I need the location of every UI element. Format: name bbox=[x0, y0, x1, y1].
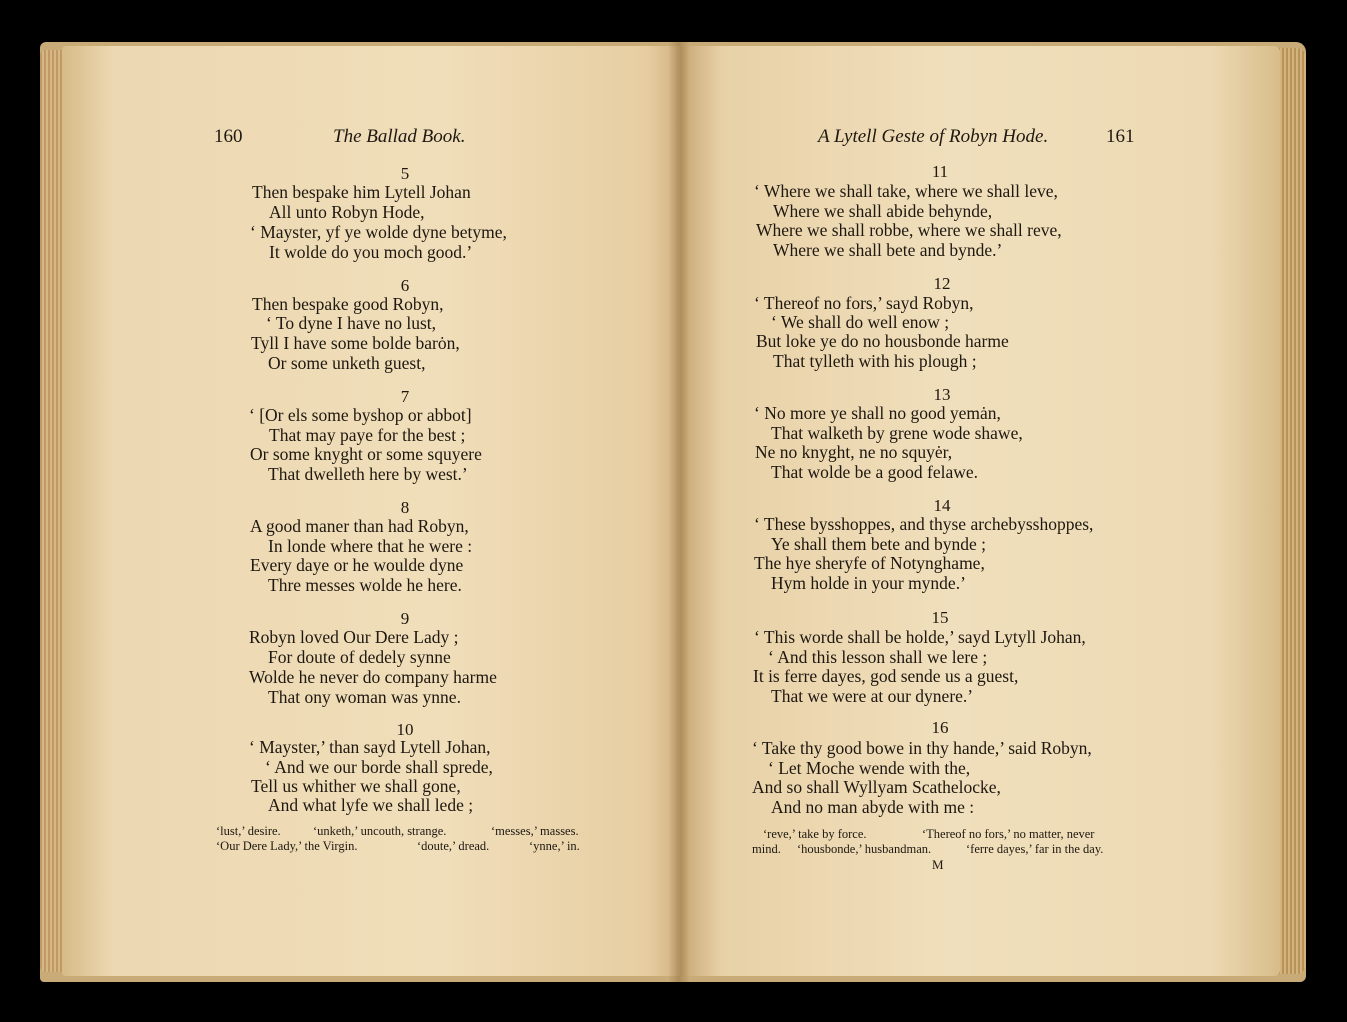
verse-line: That ony woman was ynne. bbox=[268, 687, 461, 707]
verse-line: Where we shall abide behynde, bbox=[773, 201, 993, 221]
footnote: ‘doute,’ dread. bbox=[417, 839, 490, 853]
stanza-number: 13 bbox=[933, 385, 951, 404]
footnote: ‘Thereof no fors,’ no matter, never bbox=[922, 827, 1095, 841]
verse-line: ‘ This worde shall be holde,’ sayd Lytyll Johan, bbox=[754, 627, 1086, 647]
verse-line: ‘ Thereof no fors,’ sayd Robyn, bbox=[754, 293, 974, 313]
verse-line: ‘ Take thy good bowe in thy hande,’ said Robyn, bbox=[752, 738, 1092, 758]
book-gutter bbox=[668, 42, 690, 982]
verse-line: Ne no knyght, ne no squyėr, bbox=[755, 442, 953, 462]
verse-line: Then bespake him Lytell Johan bbox=[252, 182, 471, 202]
stanza-number: 11 bbox=[931, 162, 949, 181]
verse-line: Ye shall them bete and bynde ; bbox=[771, 534, 986, 554]
footnote: ‘unketh,’ uncouth, strange. bbox=[313, 824, 447, 838]
verse-line: Or some unketh guest, bbox=[268, 353, 426, 373]
verse-line: Where we shall robbe, where we shall reve, bbox=[756, 220, 1062, 240]
footnote: ‘reve,’ take by force. bbox=[763, 827, 867, 841]
verse-line: Hym holde in your mynde.’ bbox=[771, 573, 966, 593]
footnote: mind. bbox=[752, 842, 781, 856]
footnote: ‘lust,’ desire. bbox=[216, 824, 281, 838]
verse-line: ‘ Mayster,’ than sayd Lytell Johan, bbox=[249, 737, 491, 757]
verse-line: ‘ We shall do well enow ; bbox=[771, 312, 950, 332]
footnote: ‘Our Dere Lady,’ the Virgin. bbox=[216, 839, 358, 853]
verse-line: ‘ And we our borde shall sprede, bbox=[265, 757, 493, 777]
stanza-number: 9 bbox=[400, 609, 410, 628]
verse-line: Tyll I have some bolde barȯn, bbox=[251, 333, 460, 353]
verse-line: ‘ [Or els some byshop or abbot] bbox=[249, 405, 472, 425]
stanza-number: 15 bbox=[931, 608, 949, 627]
verse-line: And what lyfe we shall lede ; bbox=[268, 795, 474, 815]
verse-line: A good maner than had Robyn, bbox=[250, 516, 469, 536]
verse-line: ‘ Mayster, yf ye wolde dyne betyme, bbox=[250, 222, 507, 242]
verse-line: But loke ye do no housbonde harme bbox=[756, 331, 1009, 351]
stanza-number: 8 bbox=[400, 498, 410, 517]
page-number-right: 161 bbox=[1106, 126, 1135, 147]
stanza-number: 14 bbox=[933, 496, 951, 515]
verse-line: In londe where that he were : bbox=[268, 536, 473, 556]
stanza-number: 6 bbox=[400, 276, 410, 295]
footnote: ‘ferre dayes,’ far in the day. bbox=[966, 842, 1104, 856]
running-head-left: The Ballad Book. bbox=[333, 126, 466, 147]
verse-line: ‘ To dyne I have no lust, bbox=[266, 313, 437, 333]
verse-line: Or some knyght or some squyere bbox=[250, 444, 482, 464]
left-page-edges bbox=[40, 50, 64, 972]
verse-line: ‘ No more ye shall no good yemȧn, bbox=[754, 403, 1001, 423]
verse-line: And no man abyde with me : bbox=[771, 797, 975, 817]
verse-line: Where we shall bete and bynde.’ bbox=[773, 240, 1003, 260]
right-page-edges bbox=[1278, 48, 1306, 974]
stanza-number: 7 bbox=[400, 387, 410, 406]
verse-line: That dwelleth here by west.’ bbox=[268, 464, 468, 484]
verse-line: All unto Robyn Hode, bbox=[269, 202, 425, 222]
verse-line: Thre messes wolde he here. bbox=[268, 575, 462, 595]
stanza-number: 10 bbox=[396, 720, 414, 739]
verse-line: That wolde be a good felawe. bbox=[771, 462, 979, 482]
verse-line: ‘ And this lesson shall we lere ; bbox=[768, 647, 988, 667]
verse-line: For doute of dedely synne bbox=[268, 647, 451, 667]
verse-line: And so shall Wyllyam Scathelocke, bbox=[752, 777, 1001, 797]
verse-line: That we were at our dynere.’ bbox=[771, 686, 974, 706]
verse-line: ‘ These bysshoppes, and thyse archebysshoppes, bbox=[754, 514, 1094, 534]
verse-line: That walketh by grene wode shawe, bbox=[771, 423, 1023, 443]
verse-line: Then bespake good Robyn, bbox=[252, 294, 444, 314]
footnote: ‘housbonde,’ husbandman. bbox=[797, 842, 932, 856]
verse-line: It wolde do you moch good.’ bbox=[269, 242, 473, 262]
verse-line: It is ferre dayes, god sende us a guest, bbox=[753, 666, 1019, 686]
stanza-number: 12 bbox=[933, 274, 951, 293]
footnote: ‘ynne,’ in. bbox=[529, 839, 580, 853]
verse-line: Robyn loved Our Dere Lady ; bbox=[249, 627, 459, 647]
verse-line: That tylleth with his plough ; bbox=[773, 351, 977, 371]
page-number-left: 160 bbox=[214, 126, 243, 147]
verse-line: That may paye for the best ; bbox=[269, 425, 466, 445]
stanza-number: 5 bbox=[400, 164, 410, 183]
signature-mark: M bbox=[932, 857, 944, 872]
stanza-number: 16 bbox=[931, 718, 949, 737]
verse-line: ‘ Let Moche wende with the, bbox=[768, 758, 971, 778]
verse-line: ‘ Where we shall take, where we shall leve, bbox=[754, 181, 1058, 201]
verse-line: Wolde he never do company harme bbox=[249, 667, 497, 687]
verse-line: Every daye or he woulde dyne bbox=[250, 555, 464, 575]
running-head-right: A Lytell Geste of Robyn Hode. bbox=[818, 126, 1049, 147]
footnote: ‘messes,’ masses. bbox=[491, 824, 579, 838]
verse-line: The hye sheryfe of Notynghame, bbox=[754, 553, 985, 573]
verse-line: Tell us whither we shall gone, bbox=[251, 776, 461, 796]
